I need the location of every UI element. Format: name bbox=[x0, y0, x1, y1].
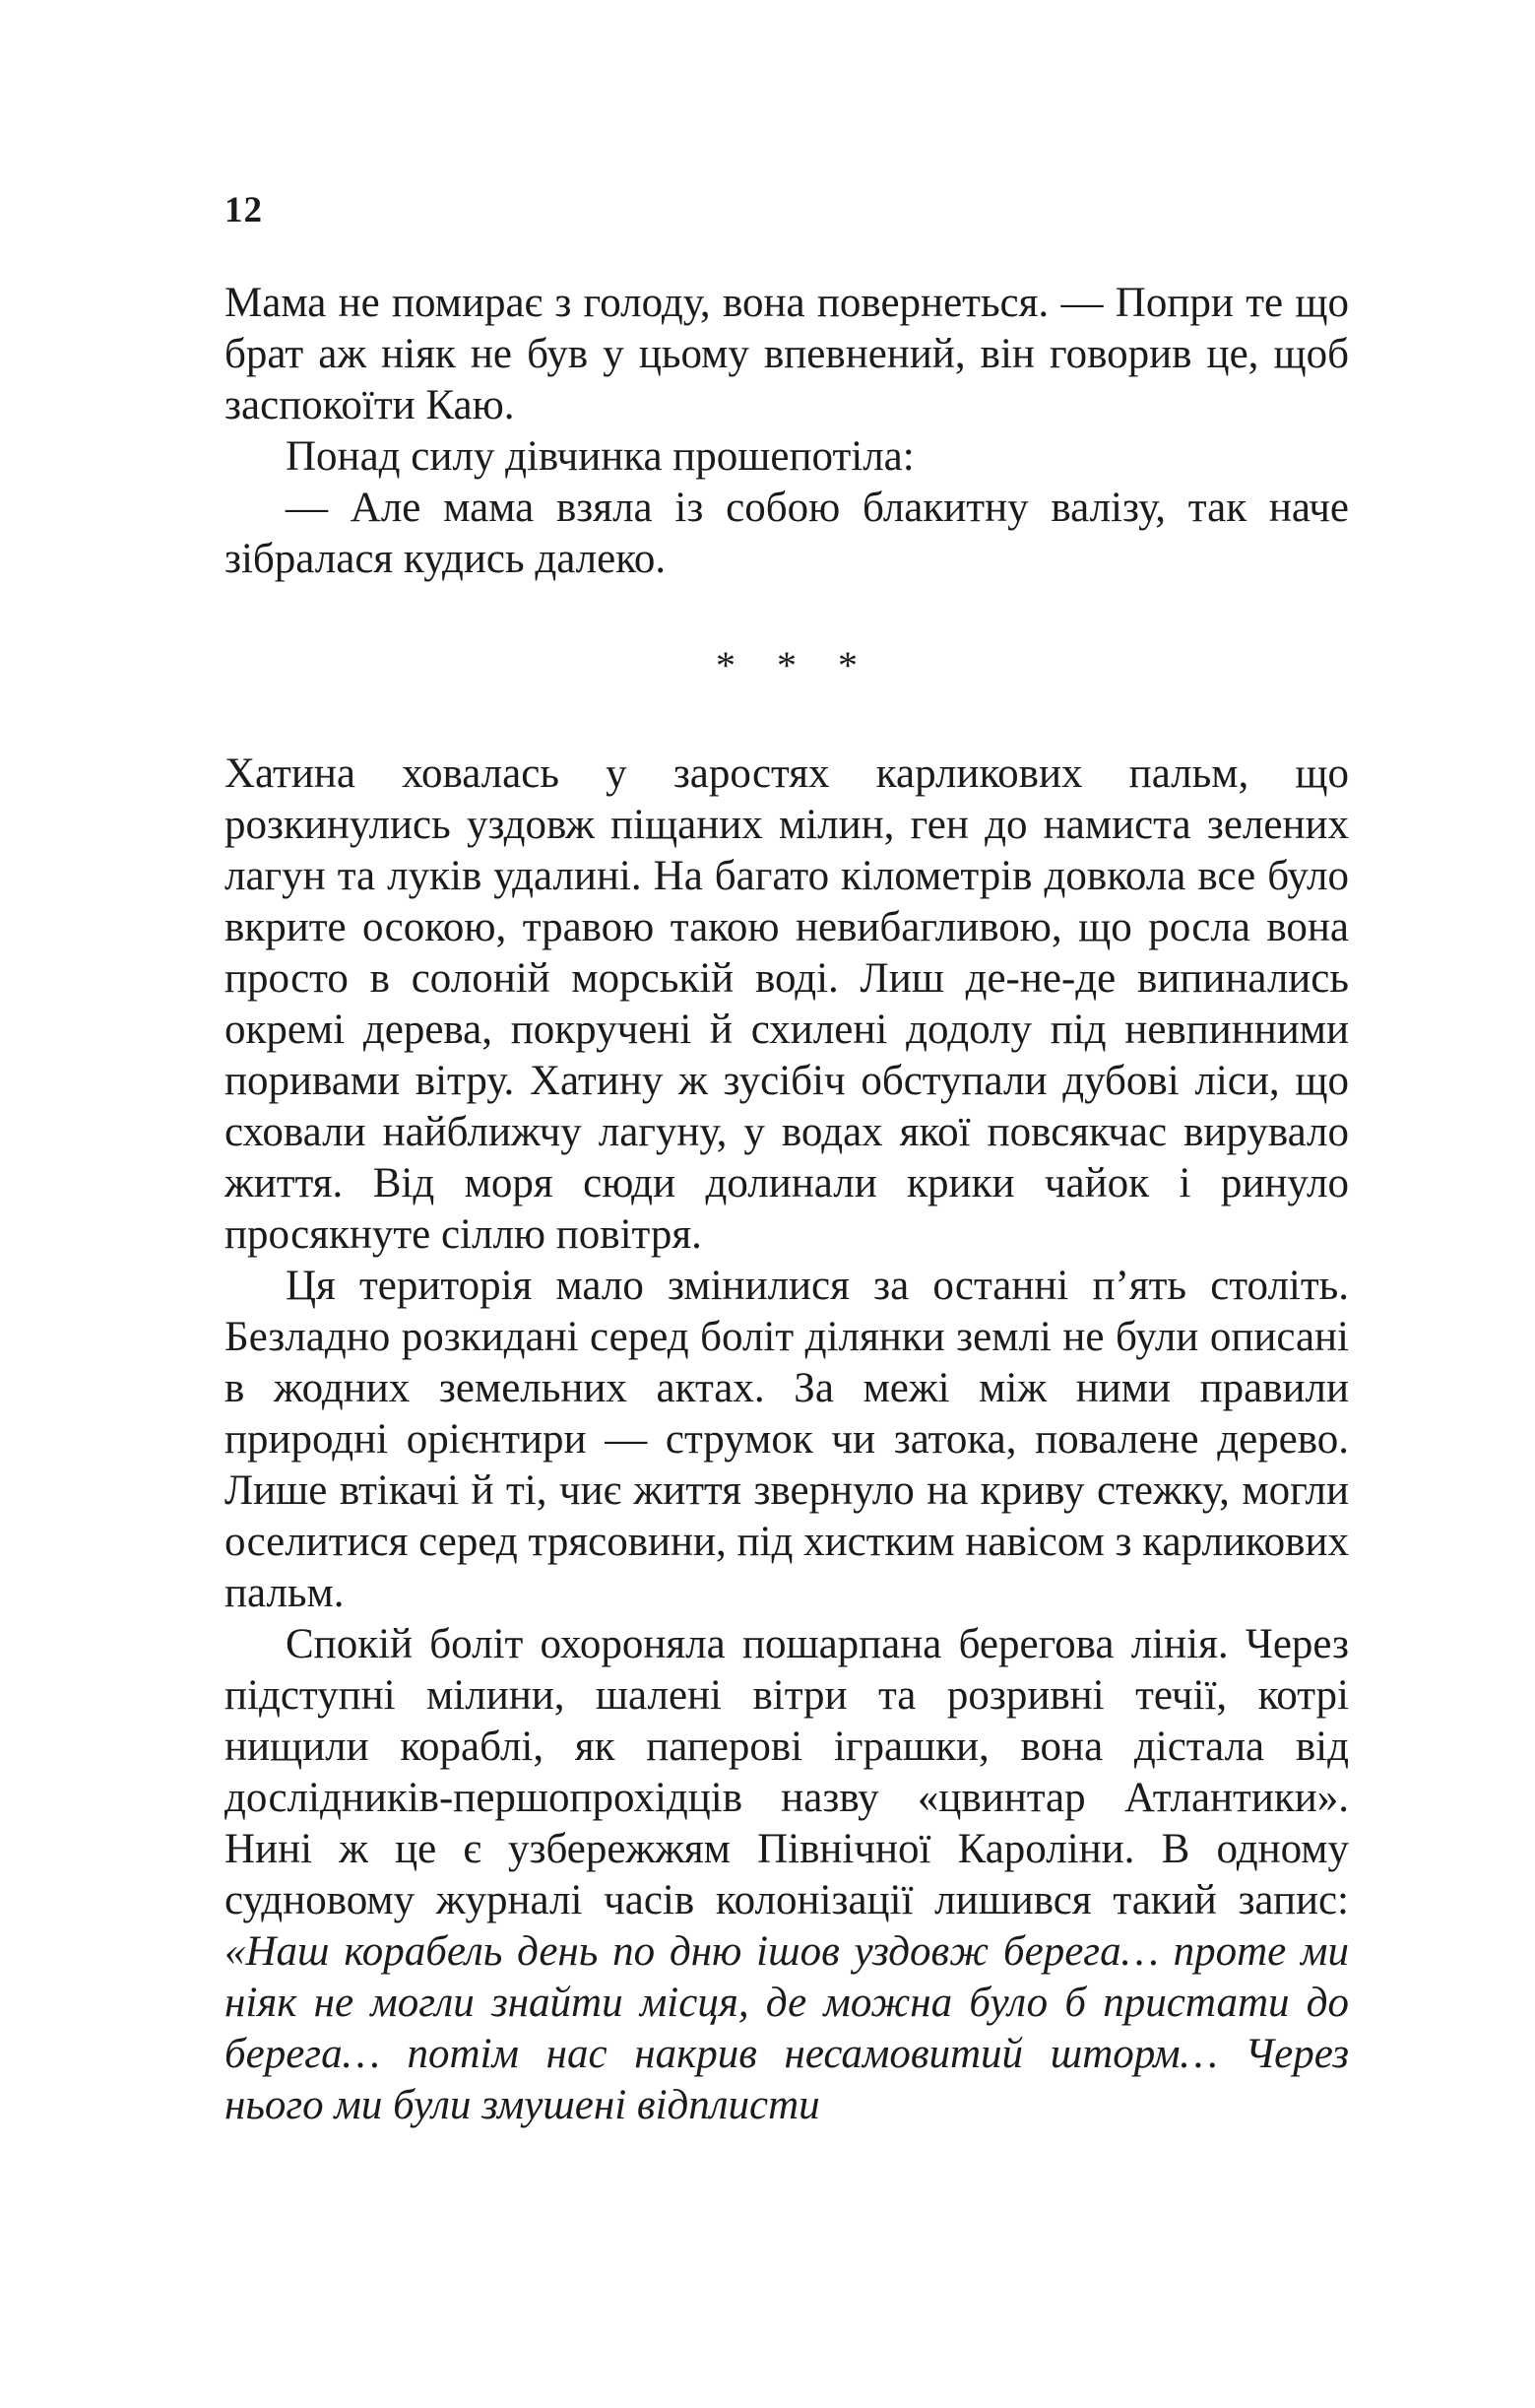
text-block bbox=[224, 278, 1349, 2131]
paragraph-narration: Понад силу дівчинка прошепотіла: bbox=[286, 433, 915, 480]
paragraph-with-journal-quote bbox=[224, 1619, 1349, 2131]
paragraph-regular-text: Спокій боліт охороняла пошарпана берегова лінія. Через підступні мілини, шалені вітри та розривні течії, котрі нищили кораблі, як паперові іграшки, вона дістала від дослідників-першопрохідців назву «цвинтар Атлантики». Нині ж це є узбережжям Північної Кароліни. В одному судновому журналі часів колонізації лишився такий запис: bbox=[224, 1621, 1349, 1923]
paragraph-dialogue-continuation: Мама не помирає з голоду, вона повернеться. — Попри те що брат аж ніяк не був у цьому впевнений, він говорив це, щоб заспокоїти Каю. bbox=[224, 280, 1349, 428]
journal-quote-italic: «Наш корабель день по дню ішов уздовж берега… проте ми ніяк не могли знайти місця, де можна було б пристати до берега… потім нас накрив несамовитий шторм… Через нього ми були змушені відплисти bbox=[224, 1928, 1349, 2128]
paragraph-narration: Ця територія мало змінилися за останні п’ять століть. Безладно розкидані серед боліт ділянки землі не були описані в жодних земельних актах. За межі між ними правили природні орієнтири — струмок чи затока, повалене дерево. Лише втікачі й ті, чиє життя звернуло на криву стежку, могли оселитися серед трясовини, під хистким навісом з карликових пальм. bbox=[224, 1263, 1349, 1616]
paragraph-section-opening: Хатина ховалась у заростях карликових пальм, що розкинулись уздовж піщаних мілин, ген до намиста зелених лагун та луків удалині. На багато кілометрів довкола все було вкрите осокою, травою такою невибагливою, що росла вона просто в солоній морській воді. Лиш де-не-де випинались окремі дерева, покручені й схилені додолу під невпинними поривами вітру. Хатину ж зусібіч обступали дубові ліси, що сховали найближчу лагуну, у водах якої повсякчас вирувало життя. Від моря сюди долинали крики чайок і ринуло просякнуте сіллю повітря. bbox=[224, 750, 1349, 1258]
section-separator: * * * bbox=[716, 643, 873, 687]
paragraph-dialogue: — Але мама взяла із собою блакитну валізу, так наче зібралася кудись далеко. bbox=[224, 485, 1349, 582]
page-number: 12 bbox=[224, 190, 263, 230]
